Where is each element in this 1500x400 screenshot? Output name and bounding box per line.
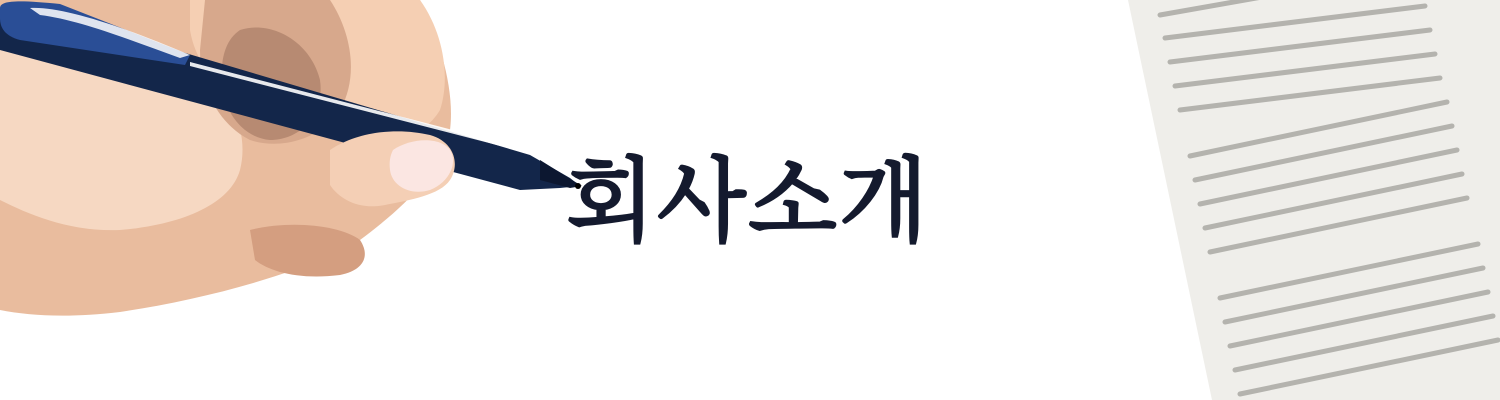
pen-ink-dot <box>575 183 581 189</box>
lined-paper-icon <box>1128 0 1500 400</box>
page-title: 회사소개 <box>566 148 930 255</box>
hand-holding-pen-icon <box>0 0 582 316</box>
